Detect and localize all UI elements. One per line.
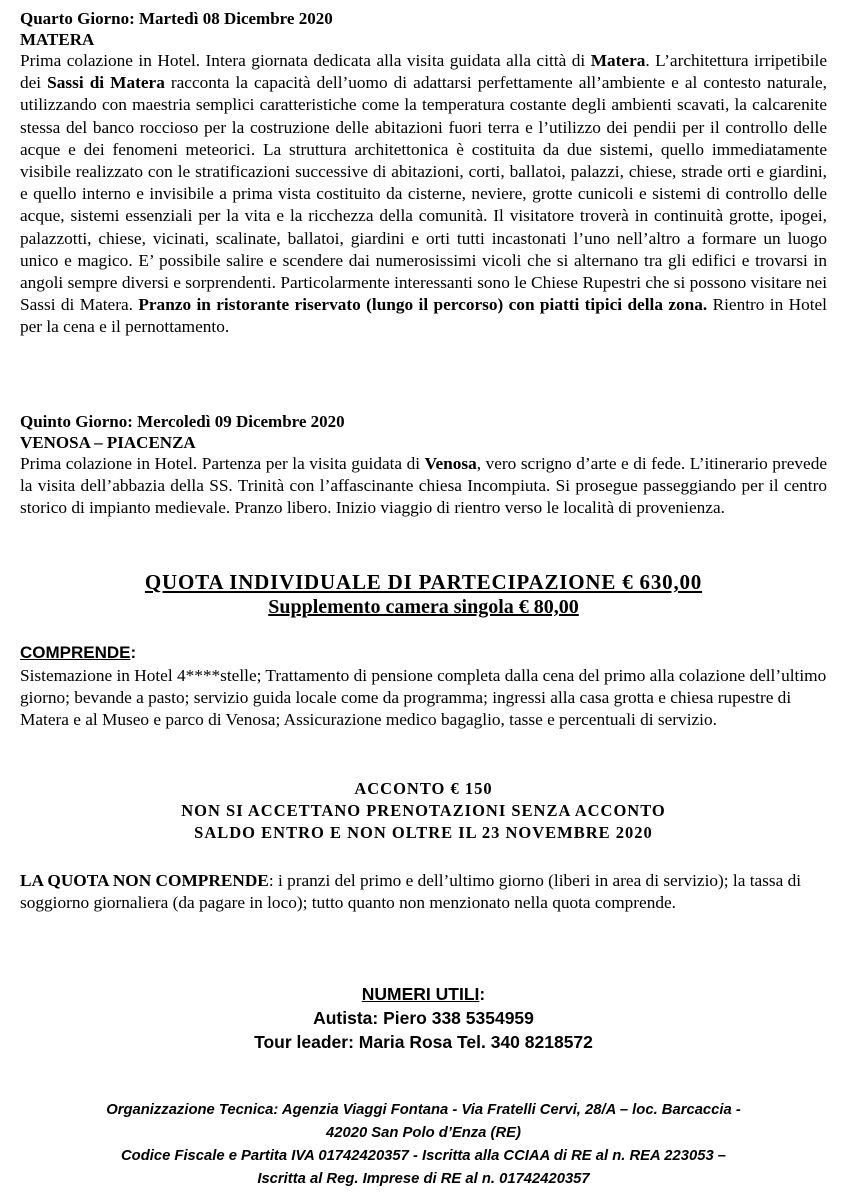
- footer: [20, 1099, 827, 1191]
- comprende-colon: :: [130, 643, 137, 662]
- quota-section: [20, 569, 827, 619]
- footer-line-2: 42020 San Polo d’Enza (RE): [326, 1125, 521, 1141]
- comprende-section: [20, 642, 827, 732]
- quota-supplement: Supplemento camera singola € 80,00: [268, 596, 579, 618]
- footer-line-1: Organizzazione Tecnica: Agenzia Viaggi Fontana - Via Fratelli Cervi, 28/A – loc. Barcaccia -: [106, 1102, 741, 1118]
- non-comprende-section: [20, 870, 827, 914]
- comprende-label: COMPRENDE: [20, 643, 131, 662]
- day4-description: [20, 50, 827, 339]
- day5-text-1: Prima colazione in Hotel. Partenza per la visita guidata di: [20, 454, 425, 473]
- footer-line-3: Codice Fiscale e Partita IVA 01742420357 - Iscritta alla CCIAA di RE al n. REA 223053 –: [120, 1148, 727, 1164]
- footer-line-4: Iscritta al Reg. Imprese di RE al n. 01742420357: [257, 1171, 590, 1187]
- day5-bold-venosa: Venosa: [424, 454, 477, 473]
- tour-leader-contact: Tour leader: Maria Rosa Tel. 340 8218572: [254, 1032, 593, 1052]
- day5-text-2: , vero scrigno d’arte e di fede. L’itinerario prevede la visita dell’abbazia della SS. Trinità con l’affascinante chiesa Incompiuta. Si prosegue passeggiando per il centro storico di impianto medievale. Pranzo libero. Inizio viaggio di rientro verso le località di provenienza.: [20, 454, 827, 518]
- acconto-line-3: SALDO ENTRO E NON OLTRE IL 23 NOVEMBRE 2020: [194, 823, 653, 842]
- day4-bold-matera: Matera: [590, 51, 646, 70]
- day5-title: Quinto Giorno: Mercoledì 09 Dicembre 2020: [20, 412, 345, 431]
- acconto-line-2: NON SI ACCETTANO PRENOTAZIONI SENZA ACCONTO: [181, 801, 666, 820]
- day4-title: Quarto Giorno: Martedì 08 Dicembre 2020: [20, 9, 333, 28]
- day4-text-3: racconta la capacità dell’uomo di adattarsi perfettamente all’ambiente e al contesto naturale, utilizzando con maestria semplici caratteristiche come la temperatura costante degli ambienti scavati, la calcarenite stessa del banco roccioso per la costruzione delle abitazioni fuori terra e l’utilizzo dei pendii per il controllo delle acque e dei fenomeni meteorici. La struttura architettonica è costituita da due sistemi, quello immediatamente visibile realizzato con le stratificazioni successive di abitazioni, corti, ballatoi, palazzi, chiese, strade orti e giardini, e quello interno e invisibile a prima vista costituito da cisterne, neviere, grotte cunicoli e sistemi di controllo delle acque, sistemi essenziali per la vita e la ricchezza della comunità. Il visitatore troverà in continuità grotte, ipogei, palazzotti, chiese, vicinati, scalinate, ballatoi, giardini e orti tutti incastonati l’uno nell’altro a formare un luogo unico e magico. E’ possibile salire e scendere dai numerosissimi vicoli che si alternano tra gli edifici e trovarsi in angoli sempre diversi e sorprendenti. Particolarmente interessanti sono le Chiese Rupestri che si possono visitare nei Sassi di Matera.: [20, 73, 827, 315]
- numeri-utili-title: NUMERI UTILI: [361, 984, 480, 1004]
- non-comprende-label: LA QUOTA NON COMPRENDE: [20, 871, 269, 890]
- day5-description: [20, 453, 827, 520]
- day4-bold-sassi: Sassi di Matera: [47, 73, 165, 93]
- day4-section: [20, 8, 827, 339]
- day4-text-4: Rientro in Hotel per la cena e il pernottamento.: [20, 295, 827, 337]
- day4-text-2: . L’architettura irripetibile dei: [20, 51, 827, 93]
- non-comprende-text: [20, 870, 827, 914]
- day4-text-1: Prima colazione in Hotel. Intera giornata dedicata alla visita guidata alla città di: [20, 51, 591, 70]
- numeri-utili-colon: :: [479, 984, 486, 1004]
- day5-section: [20, 411, 827, 520]
- numeri-utili-section: [20, 982, 827, 1054]
- day4-place: MATERA: [20, 30, 95, 49]
- acconto-section: [20, 778, 827, 844]
- acconto-line-1: ACCONTO € 150: [354, 779, 493, 798]
- numeri-utili-heading: [20, 982, 827, 1006]
- quota-title: QUOTA INDIVIDUALE DI PARTECIPAZIONE € 630,00: [144, 570, 703, 594]
- day5-place: VENOSA – PIACENZA: [20, 433, 196, 452]
- autista-contact: Autista: Piero 338 5354959: [313, 1008, 534, 1028]
- comprende-heading: [20, 642, 827, 665]
- non-comprende-body: : i pranzi del primo e dell’ultimo giorno (liberi in area di servizio); la tassa di soggiorno giornaliera (da pagare in loco); tutto quanto non menzionato nella quota comprende.: [20, 871, 802, 913]
- comprende-text: Sistemazione in Hotel 4****stelle; Trattamento di pensione completa dalla cena del primo alla colazione dell’ultimo giorno; bevande a pasto; servizio guida locale come da programma; ingressi alla casa grotta e chiesa rupestre di Matera e al Museo e parco di Venosa; Assicurazione medico bagaglio, tasse e percentuali di servizio.: [20, 666, 827, 730]
- day4-bold-pranzo: Pranzo in ristorante riservato (lungo il percorso) con piatti tipici della zona.: [138, 295, 708, 315]
